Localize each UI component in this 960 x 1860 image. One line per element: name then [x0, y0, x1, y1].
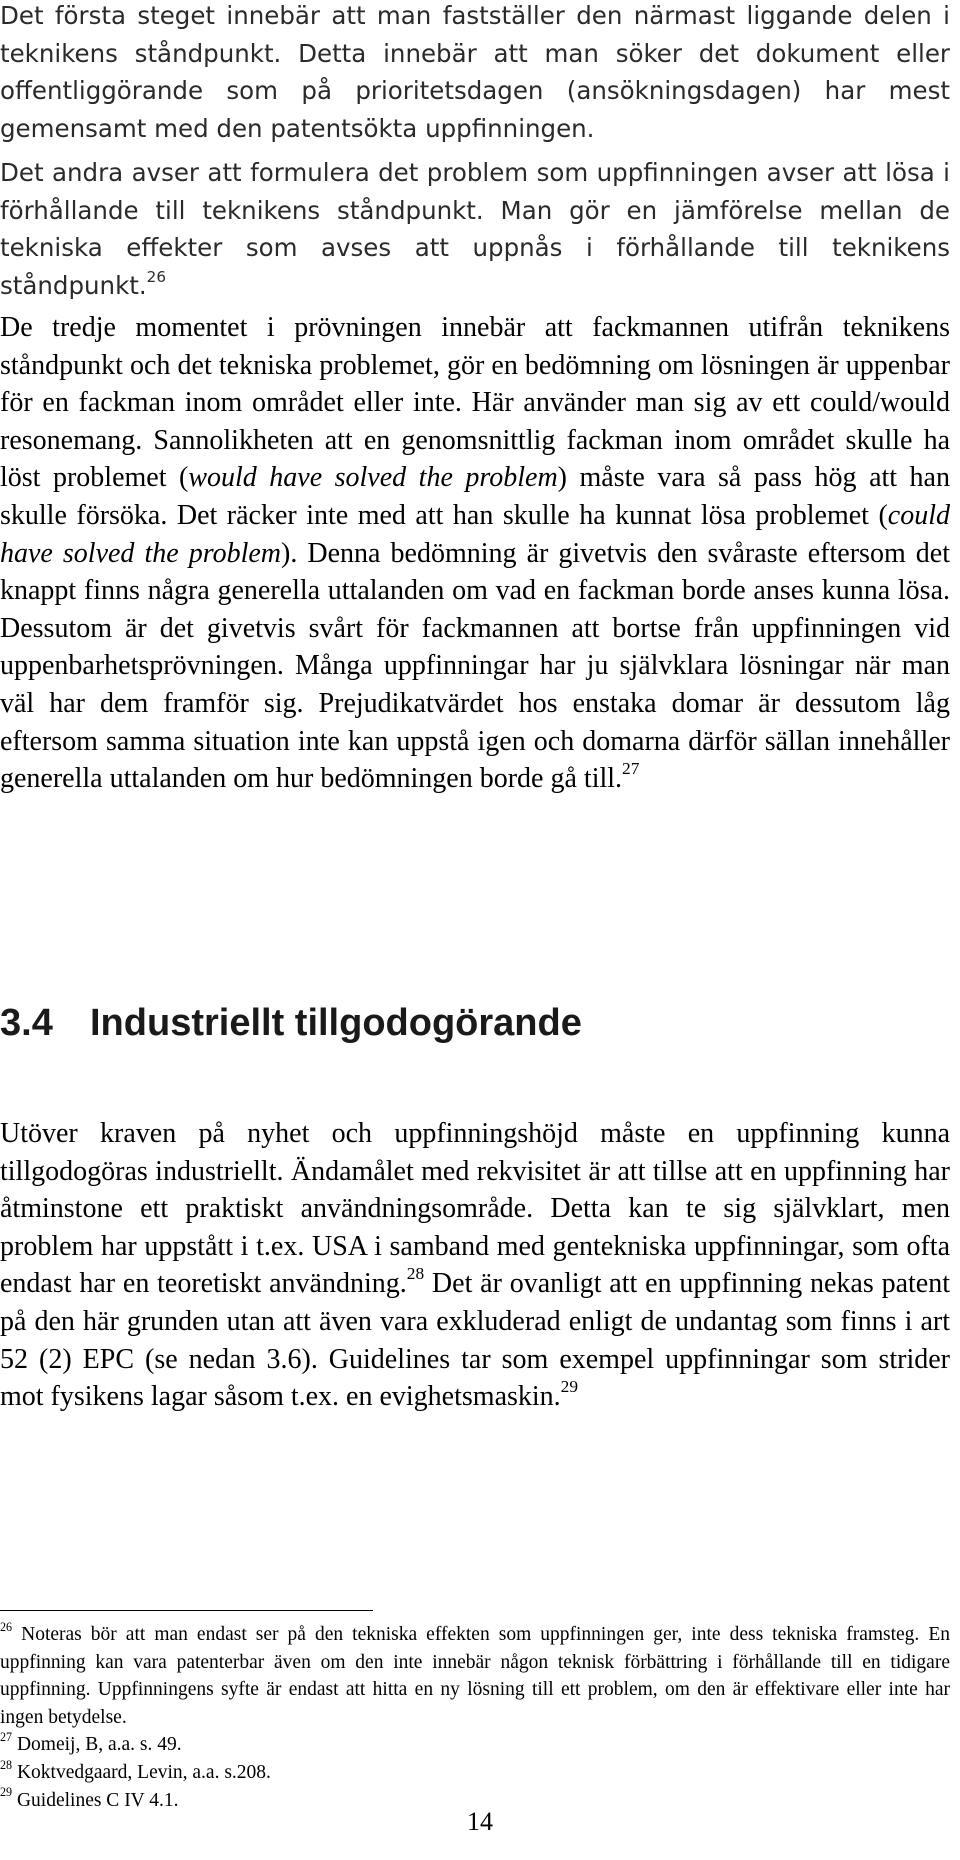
section-title: Industriellt tillgodogörande	[90, 1002, 582, 1044]
paragraph-second-step	[0, 154, 950, 304]
footnote-text: Koktvedgaard, Levin, a.a. s.208.	[16, 1761, 271, 1783]
footnote-number: 26	[0, 1619, 13, 1634]
paragraph-text: Det andra avser att formulera det problem som uppfinningen avser att lösa i förhållande till teknikens ståndpunkt. Man gör en jämförelse mellan de tekniska effekter som avses att uppnås i förhållande till teknikens ståndpunkt.	[0, 158, 950, 300]
footnotes	[0, 1621, 950, 1814]
paragraph-text: Utöver kraven på nyhet och uppfinningshöjd måste en uppfinning kunna tillgodogöras industriellt. Ändamålet med rekvisitet är att tillse att en uppfinning har åtminstone ett praktiskt användningsområde. Detta kan te sig självklart, men problem har uppstått i t.ex. USA i samband med gentekniska uppfinningar, som ofta endast har en teoretiskt användning.	[0, 1118, 950, 1300]
footnote-reference[interactable]: 27	[622, 759, 640, 779]
footnote-number: 29	[0, 1785, 13, 1800]
page-number: 14	[467, 1807, 493, 1836]
footnote-number: 28	[0, 1757, 13, 1772]
paragraph-text: Det första steget innebär att man fastställer den närmast liggande delen i teknikens ståndpunkt. Detta innebär att man söker det dokument eller offentliggörande som på prioritetsdagen (ansökningsdagen) har mest gemensamt med den patentsökta uppfinningen.	[0, 1, 950, 143]
footnote-number: 27	[0, 1730, 13, 1745]
paragraph-industrial-application	[0, 1115, 950, 1416]
footnote-reference[interactable]: 28	[406, 1264, 425, 1284]
footnote-28	[0, 1759, 950, 1787]
paragraph-text: De tredje momentet i prövningen innebär att fackmannen utifrån teknikens ståndpunkt och det tekniska problemet, gör en bedömning om lösningen är uppenbar för en fackman inom området eller inte. Här använder man sig av ett could/would resonemang. Sannolikheten att en genomsnittlig fackman inom området skulle ha löst problemet (	[0, 312, 950, 494]
paragraph-third-step	[0, 309, 950, 798]
italic-phrase: would have solved the problem	[188, 462, 558, 494]
footnote-reference[interactable]: 29	[560, 1377, 579, 1397]
paragraph-first-step	[0, 0, 950, 147]
paragraph-text: ) måste vara så pass hög att han skulle försöka. Det räcker inte med att han skulle ha kunnat lösa problemet (	[0, 462, 950, 531]
section-heading	[0, 1000, 582, 1046]
footnote-27	[0, 1731, 950, 1759]
footnote-separator	[0, 1610, 373, 1611]
paragraph-text: Det är ovanligt att en uppfinning nekas patent på den här grunden utan att även vara exkluderad enligt de undantag som finns i art 52 (2) EPC (se nedan 3.6). Guidelines tar som exempel uppfinningar som strider mot fysikens lagar såsom t.ex. en evighetsmaskin.	[0, 1268, 950, 1413]
italic-phrase: could have solved the problem	[0, 499, 950, 569]
footnote-text: Domeij, B, a.a. s. 49.	[16, 1734, 182, 1756]
footnote-text: Noteras bör att man endast ser på den tekniska effekten som uppfinningen ger, inte dess tekniska framsteg. En uppfinning kan vara patenterbar även om den inte innebär någon teknisk förbättring i förhållande till en tidigare uppfinning. Uppfinningens syfte är endast att hitta en ny lösning till ett problem, om den är effektivare eller inte har ingen betydelse.	[0, 1624, 950, 1728]
footnote-reference[interactable]: 26	[146, 268, 166, 287]
footnote-text: Guidelines C IV 4.1.	[16, 1789, 179, 1811]
footnote-26	[0, 1621, 950, 1731]
paragraph-text: ). Denna bedömning är givetvis den svåraste eftersom det knappt finns några generella uttalanden om vad en fackman borde anses kunna lösa. Dessutom är det givetvis svårt för fackmannen att bortse från uppfinningen vid uppenbarhetsprövningen. Många uppfinningar har ju självklara lösningar när man väl har dem framför sig. Prejudikatvärdet hos enstaka domar är dessutom låg eftersom samma situation inte kan uppstå igen och domarna därför sällan innehåller generella uttalanden om hur bedömningen borde gå till.	[0, 537, 950, 795]
section-number: 3.4	[0, 1002, 53, 1044]
